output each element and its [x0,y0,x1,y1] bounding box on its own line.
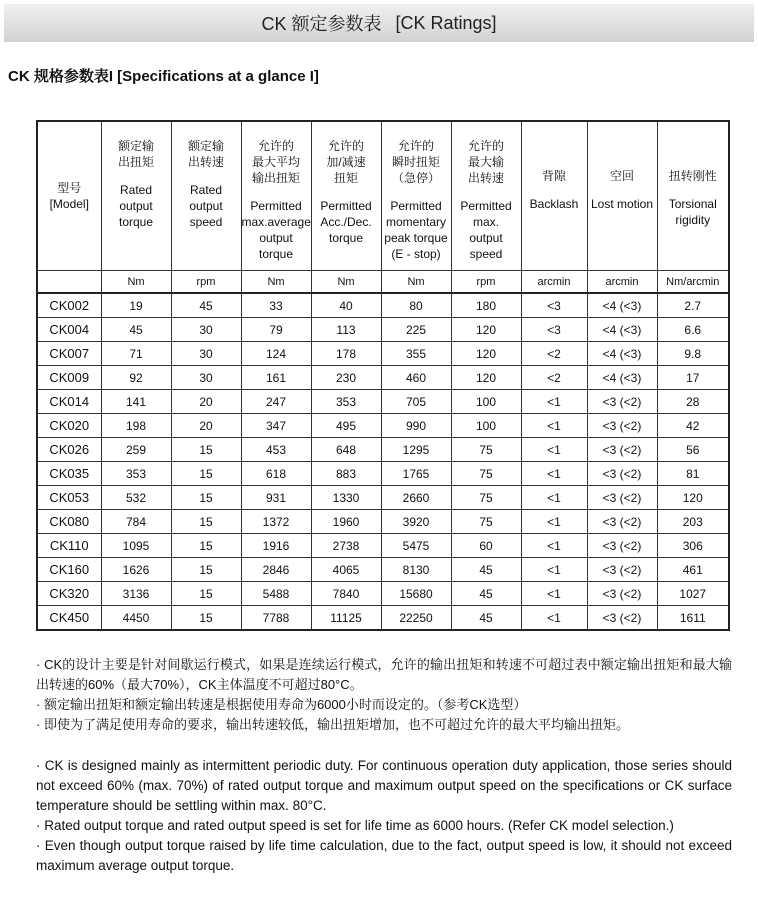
model-cell: CK035 [37,462,101,486]
table-cell: <1 [521,582,587,606]
table-cell: 120 [451,366,521,390]
table-cell: 15 [171,438,241,462]
unit-cell: Nm [241,271,311,294]
table-cell: 113 [311,318,381,342]
table-cell: 618 [241,462,311,486]
column-header-cn: 扭转刚性 [668,169,717,183]
column-header [451,121,521,271]
unit-cell: Nm [311,271,381,294]
table-cell: 75 [451,462,521,486]
banner-title-cn: CK 额定参数表 [261,14,382,34]
table-cell: <3 (<2) [587,486,657,510]
table-cell: 180 [451,293,521,318]
table-cell: <3 (<2) [587,558,657,582]
table-cell: 198 [101,414,171,438]
table-cell: 1295 [381,438,451,462]
table-cell: 883 [311,462,381,486]
table-cell: 2846 [241,558,311,582]
table-row [37,534,729,558]
column-header [381,121,451,271]
model-cell: CK020 [37,414,101,438]
table-cell: 347 [241,414,311,438]
table-cell: 42 [657,414,729,438]
model-cell: CK007 [37,342,101,366]
unit-cell [37,271,101,294]
table-cell: 45 [451,558,521,582]
table-cell: <2 [521,366,587,390]
model-cell: CK110 [37,534,101,558]
column-header-en: Rated output torque [118,183,154,229]
table-cell: 2.7 [657,293,729,318]
table-cell: 990 [381,414,451,438]
column-header-en: Lost motion [590,197,654,211]
model-cell: CK080 [37,510,101,534]
unit-cell: Nm [381,271,451,294]
table-cell: 355 [381,342,451,366]
note-en-2: · Rated output torque and rated output speed is set for life time as 6000 hours. (Refer CK model selection.) [36,818,674,833]
table-cell: 81 [657,462,729,486]
note-en-1: · CK is designed mainly as intermittent periodic duty. For continuous operation duty application, those series should not exceed 60% (max. 70%) of rated output torque and maximum output speed on the specifications or CK surface temperature should be settling within max. 80°C. [36,758,732,813]
unit-cell: arcmin [521,271,587,294]
table-cell: <3 (<2) [587,534,657,558]
table-unit-row [37,271,729,294]
table-cell: <2 [521,342,587,366]
table-cell: 75 [451,510,521,534]
table-row [37,486,729,510]
table-cell: 178 [311,342,381,366]
table-cell: 1765 [381,462,451,486]
table-cell: <1 [521,390,587,414]
model-cell: CK002 [37,293,101,318]
table-cell: 4065 [311,558,381,582]
table-row [37,414,729,438]
column-header-en: Rated output speed [189,183,223,229]
notes-english [36,756,732,876]
column-header-en: Permitted momentary peak torque (E - stop) [384,199,448,261]
table-cell: 45 [451,582,521,606]
column-header [657,121,729,271]
table-cell: 2738 [311,534,381,558]
column-header-en: Permitted max. output speed [460,199,512,261]
table-cell: <1 [521,510,587,534]
table-cell: 6.6 [657,318,729,342]
table-cell: <3 (<2) [587,438,657,462]
model-cell: CK004 [37,318,101,342]
table-cell: 203 [657,510,729,534]
table-cell: 19 [101,293,171,318]
column-header-cn: 允许的 最大输 出转速 [467,139,504,185]
model-cell: CK320 [37,582,101,606]
table-cell: 931 [241,486,311,510]
table-cell: 1330 [311,486,381,510]
table-cell: 7840 [311,582,381,606]
column-header-cn: 型号 [57,181,82,195]
table-cell: 353 [101,462,171,486]
table-header-row [37,121,729,271]
table-cell: 5475 [381,534,451,558]
table-cell: 30 [171,342,241,366]
table-cell: 75 [451,486,521,510]
table-cell: <1 [521,414,587,438]
table-cell: <4 (<3) [587,318,657,342]
column-header-cn: 空回 [609,169,634,183]
model-cell: CK053 [37,486,101,510]
section-title: CK 规格参数表I [Specifications at a glance I] [8,68,319,85]
column-header [311,121,381,271]
page-banner [4,4,754,42]
table-row [37,390,729,414]
table-cell: 30 [171,366,241,390]
table-cell: 28 [657,390,729,414]
table-cell: 124 [241,342,311,366]
table-row [37,342,729,366]
table-row [37,318,729,342]
table-cell: 4450 [101,606,171,631]
table-cell: 1611 [657,606,729,631]
table-cell: 247 [241,390,311,414]
table-cell: 11125 [311,606,381,631]
column-header-en: Permitted Acc./Dec. torque [320,199,372,245]
table-cell: <4 (<3) [587,342,657,366]
table-cell: <1 [521,606,587,631]
table-cell: 2660 [381,486,451,510]
table-cell: 1626 [101,558,171,582]
table-cell: 15 [171,510,241,534]
table-cell: 45 [101,318,171,342]
table-cell: 15 [171,486,241,510]
notes-chinese [36,655,732,735]
table-cell: 259 [101,438,171,462]
table-row [37,510,729,534]
column-header [37,121,101,271]
table-cell: <4 (<3) [587,366,657,390]
table-cell: 5488 [241,582,311,606]
table-cell: 3920 [381,510,451,534]
model-cell: CK026 [37,438,101,462]
column-header-en: Torsional rigidity [668,197,717,227]
table-cell: 33 [241,293,311,318]
table-cell: 461 [657,558,729,582]
table-cell: 75 [451,438,521,462]
table-cell: <1 [521,462,587,486]
table-cell: <3 (<2) [587,390,657,414]
table-cell: 40 [311,293,381,318]
table-cell: 17 [657,366,729,390]
table-cell: 60 [451,534,521,558]
table-cell: 7788 [241,606,311,631]
table-cell: <1 [521,486,587,510]
column-header-cn: 允许的 最大平均 输出扭矩 [251,139,300,185]
table-row [37,438,729,462]
table-cell: 22250 [381,606,451,631]
table-cell: 56 [657,438,729,462]
table-cell: 45 [171,293,241,318]
table-cell: 161 [241,366,311,390]
unit-cell: rpm [171,271,241,294]
unit-cell: Nm [101,271,171,294]
unit-cell: Nm/arcmin [657,271,729,294]
table-row [37,582,729,606]
table-cell: 20 [171,390,241,414]
table-cell: 120 [657,486,729,510]
table-cell: 1027 [657,582,729,606]
table-cell: <4 (<3) [587,293,657,318]
table-body [37,293,729,630]
column-header-en: Permitted max.average output torque [241,199,311,261]
table-cell: 15680 [381,582,451,606]
note-cn-3: · 即使为了满足使用寿命的要求，输出转速较低，输出扭矩增加，也不可超过允许的最大平均输出扭矩。 [36,717,629,732]
note-cn-1: · CK的设计主要是针对间歇运行模式，如果是连续运行模式，允许的输出扭矩和转速不可超过表中额定输出扭矩和最大输出转速的60%（最大70%），CK主体温度不可超过80°C。 [36,657,732,692]
table-cell: 353 [311,390,381,414]
table-cell: <3 [521,293,587,318]
column-header-en: Backlash [529,197,579,211]
table-cell: 3136 [101,582,171,606]
table-cell: 532 [101,486,171,510]
unit-cell: arcmin [587,271,657,294]
column-header-en: [Model] [49,197,89,211]
table-cell: <3 (<2) [587,582,657,606]
table-cell: 30 [171,318,241,342]
model-cell: CK450 [37,606,101,631]
table-cell: 460 [381,366,451,390]
model-cell: CK160 [37,558,101,582]
model-cell: CK009 [37,366,101,390]
table-cell: 92 [101,366,171,390]
table-row [37,462,729,486]
table-cell: 784 [101,510,171,534]
table-cell: <3 (<2) [587,510,657,534]
table-cell: 648 [311,438,381,462]
table-cell: 230 [311,366,381,390]
table-cell: 1960 [311,510,381,534]
table-cell: 1372 [241,510,311,534]
column-header [521,121,587,271]
table-cell: 15 [171,606,241,631]
table-row [37,293,729,318]
table-cell: 8130 [381,558,451,582]
column-header-cn: 额定输 出扭矩 [117,139,154,169]
table-cell: 120 [451,318,521,342]
column-header [101,121,171,271]
table-cell: 225 [381,318,451,342]
table-cell: 20 [171,414,241,438]
unit-cell: rpm [451,271,521,294]
table-cell: <3 (<2) [587,606,657,631]
model-cell: CK014 [37,390,101,414]
column-header-cn: 额定输 出转速 [187,139,224,169]
table-cell: 1095 [101,534,171,558]
table-cell: 306 [657,534,729,558]
banner-title-en: [CK Ratings] [395,12,497,33]
table-cell: 15 [171,558,241,582]
table-row [37,558,729,582]
table-cell: 45 [451,606,521,631]
table-cell: <1 [521,534,587,558]
table-cell: <3 [521,318,587,342]
column-header-cn: 背隙 [541,169,566,183]
table-cell: 120 [451,342,521,366]
table-cell: 15 [171,582,241,606]
table-cell: 141 [101,390,171,414]
table-row [37,606,729,631]
table-cell: 100 [451,414,521,438]
table-cell: 71 [101,342,171,366]
table-cell: 79 [241,318,311,342]
column-header [241,121,311,271]
table-cell: 495 [311,414,381,438]
table-cell: <3 (<2) [587,414,657,438]
table-cell: 15 [171,462,241,486]
table-cell: 453 [241,438,311,462]
note-cn-2: · 额定输出扭矩和额定输出转速是根据使用寿命为6000小时而设定的。（参考CK选型） [36,697,527,712]
table-cell: <1 [521,558,587,582]
table-cell: <3 (<2) [587,462,657,486]
specifications-table [36,120,730,631]
table-cell: 100 [451,390,521,414]
column-header-cn: 允许的 加/减速 扭矩 [326,139,366,185]
table-cell: 705 [381,390,451,414]
table-row [37,366,729,390]
table-cell: 9.8 [657,342,729,366]
table-cell: 80 [381,293,451,318]
table-cell: 15 [171,534,241,558]
table-cell: <1 [521,438,587,462]
column-header [171,121,241,271]
column-header-cn: 允许的 瞬时扭矩 （急停） [391,139,440,185]
table-cell: 1916 [241,534,311,558]
column-header [587,121,657,271]
note-en-3: · Even though output torque raised by life time calculation, due to the fact, output speed is low, it should not exceed maximum average output torque. [36,838,732,873]
